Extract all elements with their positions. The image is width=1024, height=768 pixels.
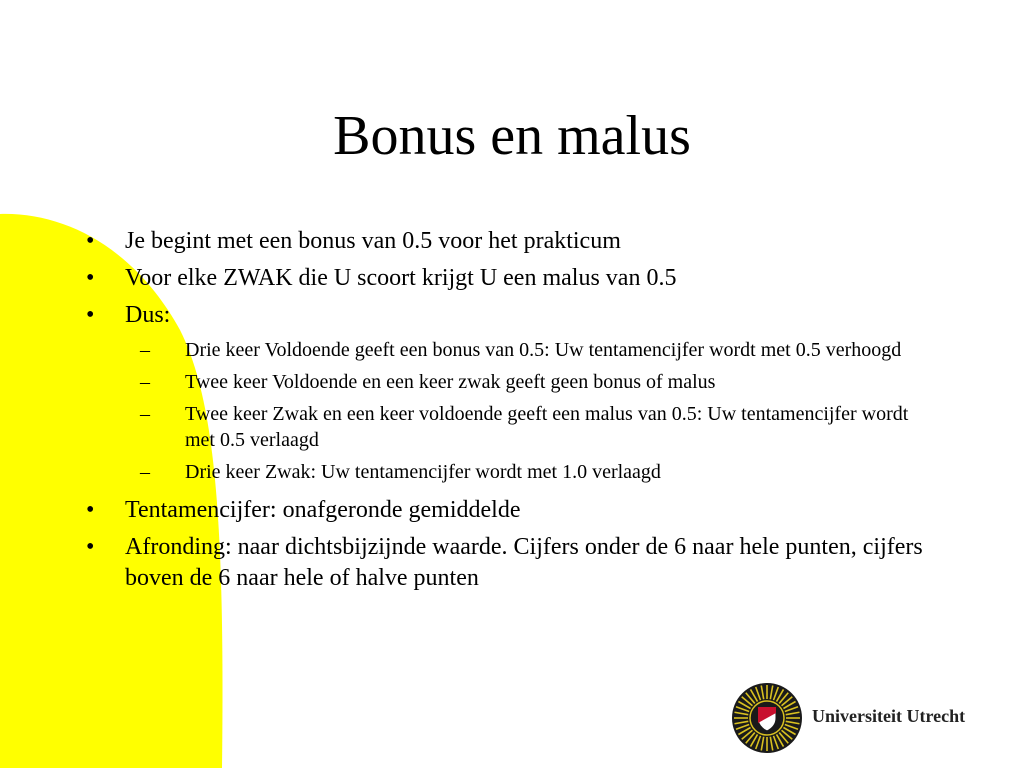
slide-title: Bonus en malus — [333, 105, 691, 167]
bullet-marker: • — [86, 265, 95, 291]
bullet-text: Voor elke ZWAK die U scoort krijgt U een malus van 0.5 — [125, 265, 677, 291]
bullet-marker: • — [86, 302, 95, 328]
sub-bullet-marker: – — [140, 371, 150, 393]
bullet-marker: • — [86, 228, 95, 254]
sub-bullet-marker: – — [140, 461, 150, 483]
sub-bullet-item — [140, 337, 926, 363]
sub-bullet-item — [140, 401, 926, 453]
sun-seal-icon — [731, 682, 803, 754]
bullet-marker: • — [86, 534, 95, 560]
university-name: Universiteit Utrecht — [812, 706, 966, 726]
bullet-item — [86, 263, 926, 294]
bullet-item — [86, 226, 926, 257]
sub-bullet-marker: – — [140, 339, 150, 361]
sub-bullet-text: Drie keer Voldoende geeft een bonus van 0.5: Uw tentamencijfer wordt met 0.5 verhoogd — [185, 339, 902, 361]
sub-bullet-text: Twee keer Zwak en een keer voldoende geeft een malus van 0.5: Uw tentamencijfer wordt met 0.5 verlaagd — [185, 403, 909, 451]
slide-content — [86, 226, 926, 600]
bullet-item — [86, 300, 926, 485]
bullet-text: Je begint met een bonus van 0.5 voor het prakticum — [125, 228, 621, 254]
sub-bullet-item — [140, 369, 926, 395]
bullet-item — [86, 532, 926, 594]
sub-bullet-list — [125, 337, 926, 485]
bullet-text: Tentamencijfer: onafgeronde gemiddelde — [125, 497, 521, 523]
sub-bullet-marker: – — [140, 403, 150, 425]
bullet-list — [86, 226, 926, 594]
bullet-marker: • — [86, 497, 95, 523]
sub-bullet-text: Twee keer Voldoende en een keer zwak geeft geen bonus of malus — [185, 371, 716, 393]
bullet-text: Dus: — [125, 302, 171, 328]
bullet-item — [86, 495, 926, 526]
sub-bullet-text: Drie keer Zwak: Uw tentamencijfer wordt met 1.0 verlaagd — [185, 461, 661, 483]
bullet-text: Afronding: naar dichtsbijzijnde waarde. Cijfers onder de 6 naar hele punten, cijfers boven de 6 naar hele of halve punten — [125, 534, 923, 591]
sub-bullet-item — [140, 459, 926, 485]
university-logo — [731, 682, 991, 754]
